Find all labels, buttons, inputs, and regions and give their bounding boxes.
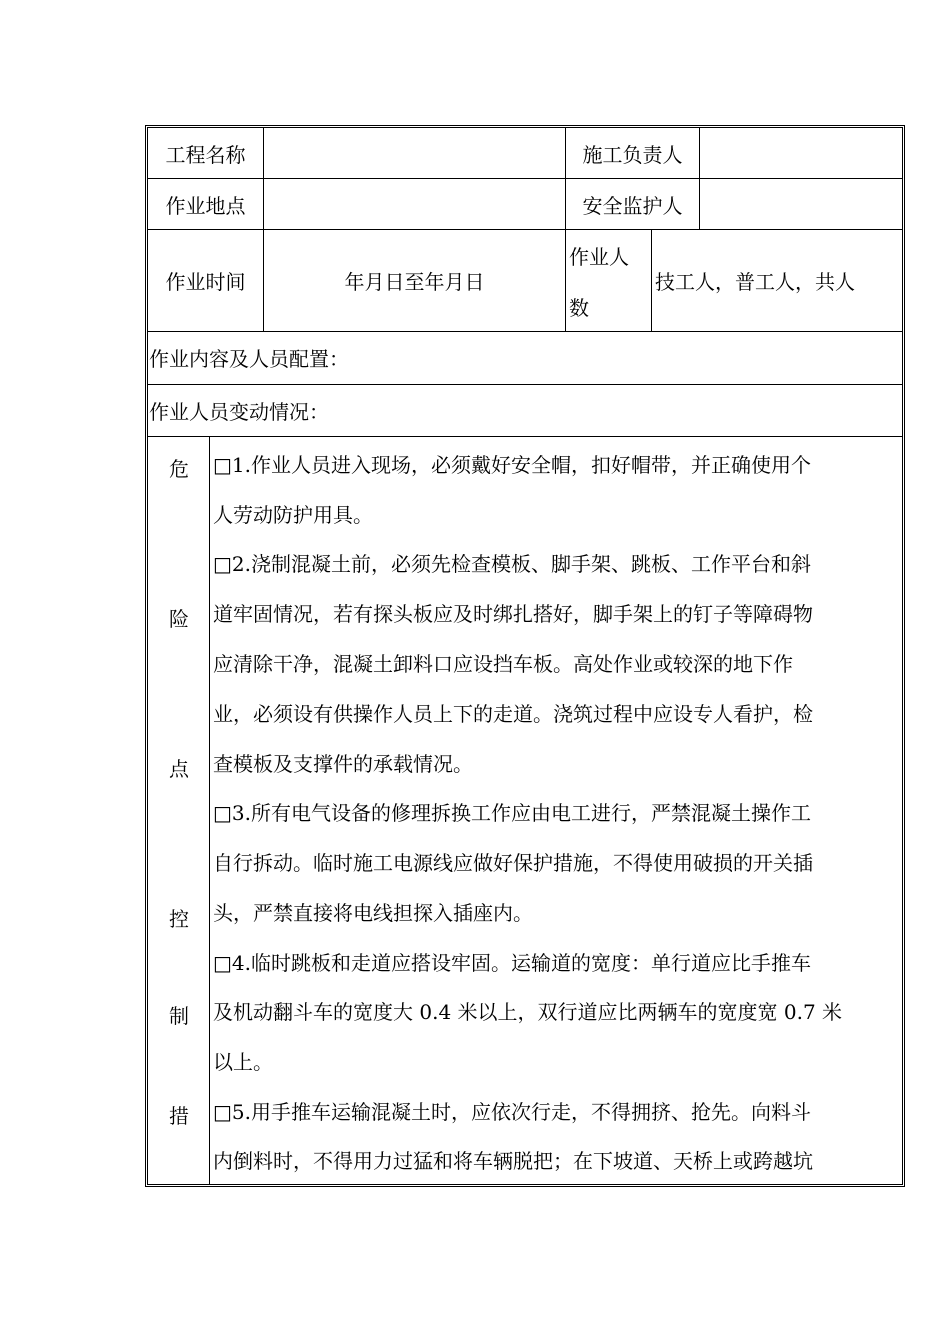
hazard-line: 应清除干净，混凝土卸料口应设挡车板。高处作业或较深的地下作 [213, 652, 793, 676]
construction-lead-label: 施工负责人 [582, 142, 683, 167]
hazard-side-char: 控 [169, 907, 189, 931]
col-divider [209, 436, 210, 1184]
work-location-value[interactable] [264, 179, 565, 229]
hazard-side-char: 险 [169, 607, 189, 631]
hazard-line: 自行拆动。临时施工电源线应做好保护措施，不得使用破损的开关插 [213, 851, 813, 875]
work-time-value[interactable]: 年月日至年月日 [344, 270, 485, 294]
hazard-line: □2.浇制混凝土前，必须先检查模板、脚手架、跳板、工作平台和斜 [213, 552, 811, 576]
headcount-label-line2: 数 [569, 296, 589, 320]
staff-change-label: 作业人员变动情况： [149, 400, 329, 424]
project-name-value[interactable] [264, 128, 565, 178]
col-divider [651, 229, 652, 332]
headcount-value[interactable]: 技工人，普工人，共人 [655, 270, 855, 294]
hazard-line: 道牢固情况，若有探头板应及时绑扎搭好，脚手架上的钉子等障碍物 [213, 602, 813, 626]
hazard-line: □4.临时跳板和走道应搭设牢固。运输道的宽度：单行道应比手推车 [213, 951, 811, 975]
hazard-line: □5.用手推车运输混凝土时，应依次行走，不得拥挤、抢先。向料斗 [213, 1100, 811, 1124]
work-time-label: 作业时间 [165, 270, 246, 294]
project-name-label: 工程名称 [165, 142, 246, 167]
hazard-line: □1.作业人员进入现场，必须戴好安全帽，扣好帽带，并正确使用个 [213, 453, 811, 477]
hazard-line: 查模板及支撑件的承载情况。 [213, 752, 473, 776]
hazard-side-char: 危 [169, 457, 189, 481]
hazard-side-char: 制 [169, 1004, 189, 1028]
headcount-label-line1: 作业人 [569, 245, 629, 269]
hazard-line: 头，严禁直接将电线担探入插座内。 [213, 901, 533, 925]
hazard-line: □3.所有电气设备的修理拆换工作应由电工进行，严禁混凝土操作工 [213, 801, 811, 825]
work-location-label: 作业地点 [165, 193, 246, 218]
hazard-side-char: 措 [169, 1104, 189, 1128]
hazard-line: 人劳动防护用具。 [213, 503, 373, 527]
safety-monitor-value[interactable] [700, 179, 902, 229]
row-divider [148, 384, 902, 385]
row-divider [148, 331, 902, 332]
hazard-side-char: 点 [169, 757, 189, 781]
safety-monitor-label: 安全监护人 [582, 193, 683, 218]
hazard-line: 及机动翻斗车的宽度大 0.4 米以上，双行道应比两辆车的宽度宽 0.7 米 [213, 1000, 843, 1024]
row-divider [148, 436, 902, 437]
hazard-line: 业，必须设有供操作人员上下的走道。浇筑过程中应设专人看护，检 [213, 702, 813, 726]
content-staffing-label: 作业内容及人员配置： [149, 347, 349, 371]
hazard-line: 以上。 [213, 1050, 273, 1074]
construction-lead-value[interactable] [700, 128, 902, 178]
hazard-line: 内倒料时，不得用力过猛和将车辆脱把；在下坡道、天桥上或跨越坑 [213, 1149, 813, 1173]
col-divider [565, 229, 566, 332]
